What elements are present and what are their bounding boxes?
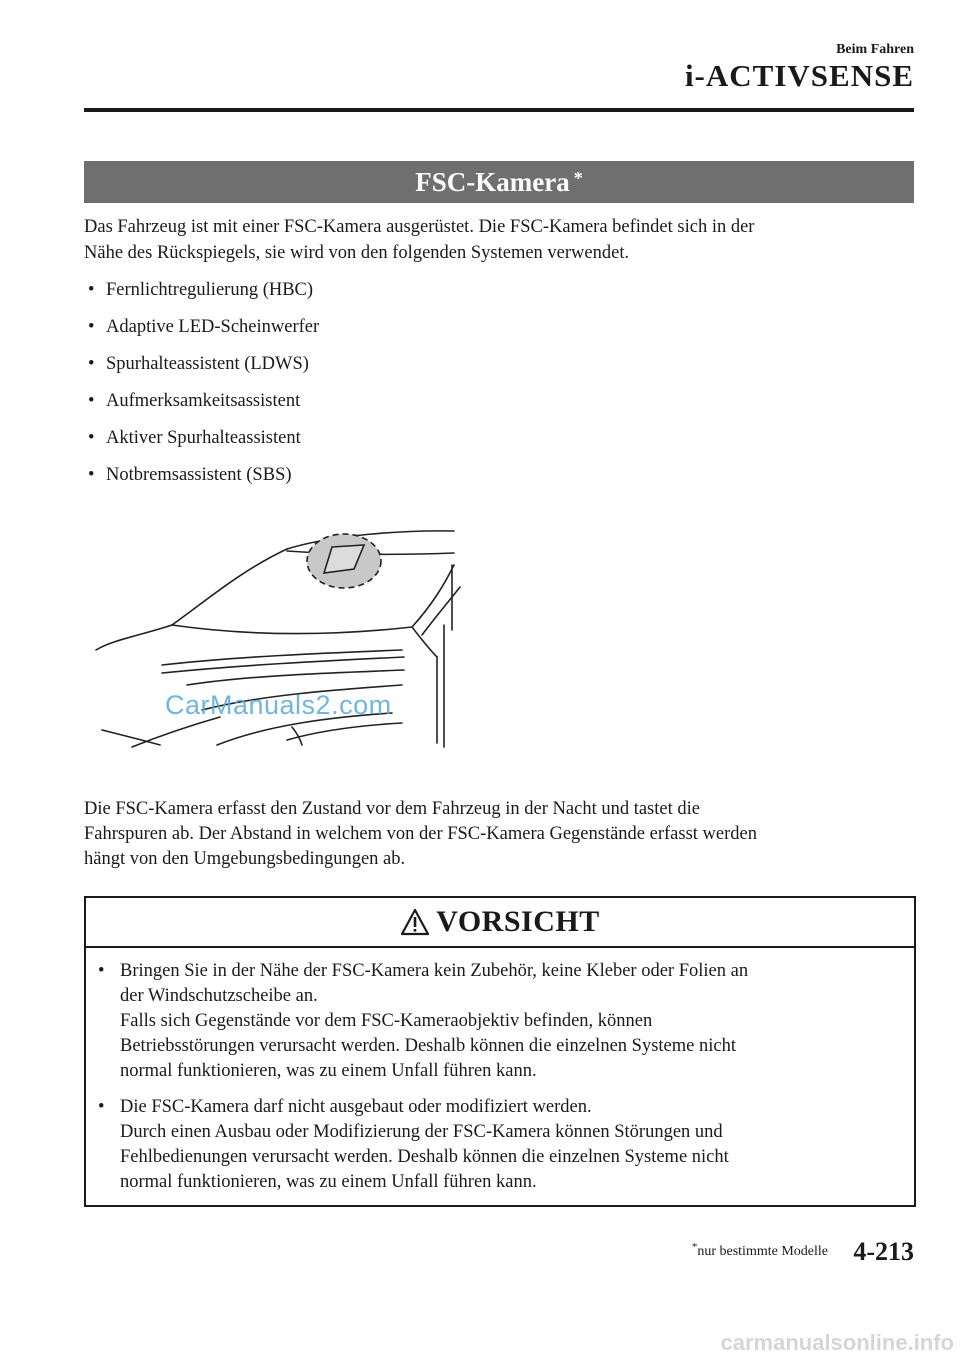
section-label: i-ACTIVSENSE — [684, 58, 914, 93]
watermark: CarManuals2.com — [165, 690, 392, 720]
caution-item — [98, 959, 898, 1084]
bullet: • — [88, 280, 95, 300]
caution-line: Falls sich Gegenstände vor dem FSC-Kameraobjektiv befinden, können — [120, 1011, 653, 1031]
list-item-label: Aktiver Spurhalteassistent — [106, 428, 301, 448]
caution-header — [86, 898, 914, 948]
systems-list — [88, 277, 319, 499]
caution-line: normal funktionieren, was zu einem Unfall führen kann. — [120, 1061, 537, 1081]
caution-line: Durch einen Ausbau oder Modifizierung der FSC-Kamera können Störungen und — [120, 1122, 723, 1142]
page-number: 4-213 — [853, 1237, 914, 1266]
header-rule — [84, 108, 914, 112]
list-item-label: Notbremsassistent (SBS) — [106, 465, 292, 485]
bullet: • — [98, 961, 105, 981]
intro-paragraph — [84, 214, 919, 266]
list-item-label: Fernlichtregulierung (HBC) — [106, 280, 314, 300]
list-item — [88, 351, 319, 388]
caution-item-text — [120, 1095, 898, 1195]
list-item — [88, 462, 319, 499]
list-item-label: Adaptive LED-Scheinwerfer — [106, 317, 320, 337]
site-watermark: carmanualsonline.info — [720, 1330, 954, 1355]
list-item-label: Spurhalteassistent (LDWS) — [106, 354, 309, 374]
list-item-label: Aufmerksamkeitsassistent — [106, 391, 301, 411]
section-title: FSC-Kamera — [415, 167, 570, 197]
caution-item — [98, 1095, 898, 1195]
list-item — [88, 388, 319, 425]
intro-line: Das Fahrzeug ist mit einer FSC-Kamera ausgerüstet. Die FSC-Kamera befindet sich in der — [84, 217, 755, 237]
paragraph-line: Die FSC-Kamera erfasst den Zustand vor dem Fahrzeug in der Nacht und tastet die — [84, 799, 700, 819]
bullet: • — [88, 465, 95, 485]
footnote-text: nur bestimmte Modelle — [697, 1244, 828, 1259]
optional-equipment-mark: * — [691, 1241, 698, 1253]
warning-triangle-icon — [400, 908, 430, 936]
section-heading — [84, 161, 914, 203]
caution-line: Fehlbedienungen verursacht werden. Deshalb können die einzelnen Systeme nicht — [120, 1147, 729, 1167]
intro-line: Nähe des Rückspiegels, sie wird von den folgenden Systemen verwendet. — [84, 243, 630, 263]
caution-item-text — [120, 959, 898, 1084]
bullet: • — [88, 317, 95, 337]
list-item — [88, 314, 319, 351]
footnote — [691, 1241, 828, 1260]
caution-line: Die FSC-Kamera darf nicht ausgebaut oder modifiziert werden. — [120, 1097, 592, 1117]
optional-equipment-mark: * — [573, 168, 583, 188]
caution-line: normal funktionieren, was zu einem Unfall führen kann. — [120, 1172, 537, 1192]
paragraph-line: hängt von den Umgebungsbedingungen ab. — [84, 849, 406, 869]
list-item — [88, 277, 319, 314]
chapter-label: Beim Fahren — [836, 42, 914, 57]
description-paragraph — [84, 797, 919, 872]
bullet: • — [88, 391, 95, 411]
caution-line: der Windschutzscheibe an. — [120, 986, 318, 1006]
caution-title: VORSICHT — [436, 905, 600, 938]
list-item — [88, 425, 319, 462]
bullet: • — [98, 1097, 105, 1117]
caution-line: Betriebsstörungen verursacht werden. Deshalb können die einzelnen Systeme nicht — [120, 1036, 736, 1056]
caution-box — [84, 896, 916, 1207]
paragraph-line: Fahrspuren ab. Der Abstand in welchem von der FSC-Kamera Gegenstände erfasst werden — [84, 824, 757, 844]
caution-line: Bringen Sie in der Nähe der FSC-Kamera kein Zubehör, keine Kleber oder Folien an — [120, 961, 749, 981]
bullet: • — [88, 354, 95, 374]
bullet: • — [88, 428, 95, 448]
